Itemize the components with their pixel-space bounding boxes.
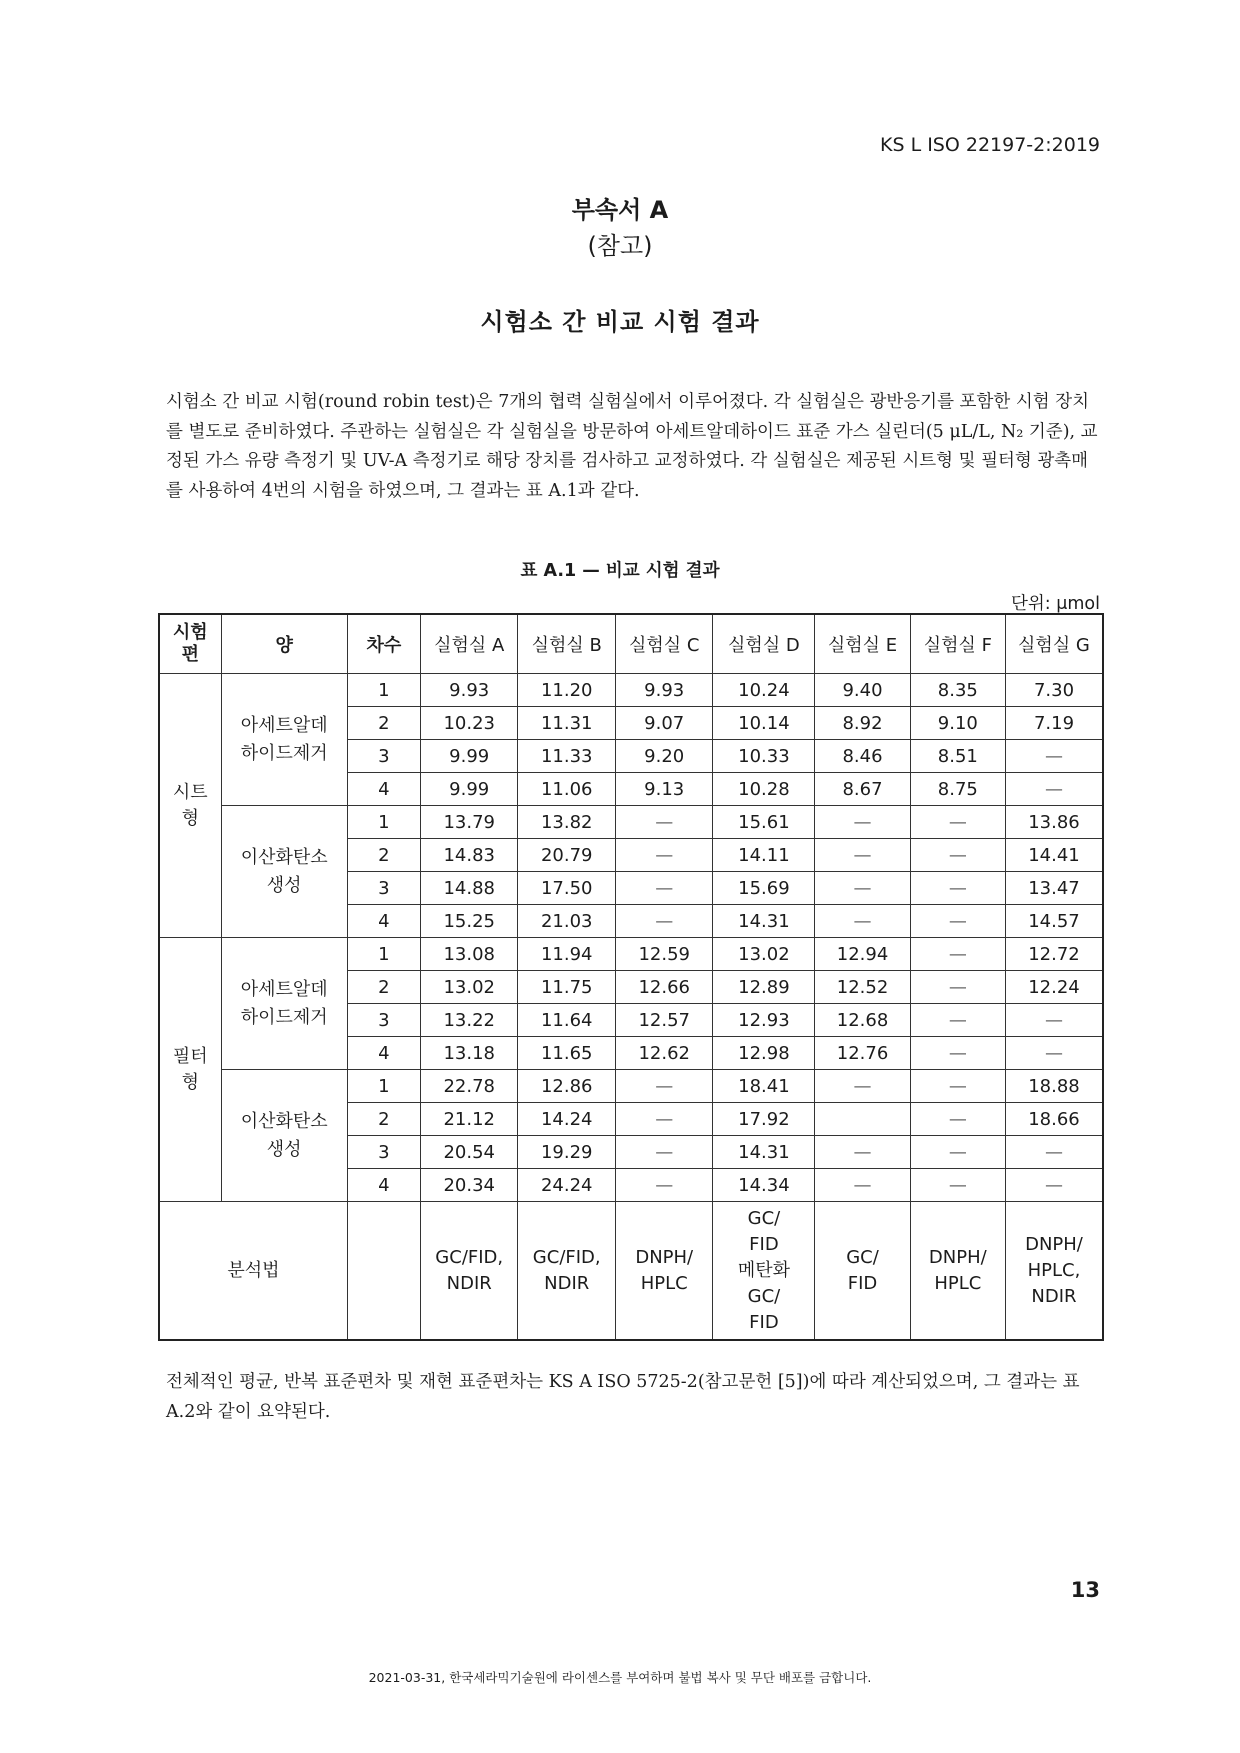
value-cell: 11.65 [518, 1037, 616, 1070]
value-cell: 15.69 [713, 872, 815, 905]
round-cell: 3 [347, 740, 420, 773]
value-cell: 12.76 [815, 1037, 910, 1070]
method-value-line: HPLC [640, 1272, 688, 1294]
value-cell: 11.33 [518, 740, 616, 773]
value-cell: 12.94 [815, 938, 910, 971]
method-value-line: FID [749, 1311, 779, 1333]
value-cell: — [815, 872, 910, 905]
quantity-cell: 이산화탄소생성 [221, 806, 347, 938]
value-cell: 11.06 [518, 773, 616, 806]
value-cell: 14.31 [713, 905, 815, 938]
value-cell: — [615, 872, 713, 905]
value-cell: 14.34 [713, 1169, 815, 1202]
value-cell: — [910, 1136, 1005, 1169]
header-lab-c: 실험실 C [615, 614, 713, 674]
round-cell: 2 [347, 971, 420, 1004]
method-value-line: NDIR [1031, 1285, 1077, 1307]
page-title: 시험소 간 비교 시험 결과 [480, 308, 760, 336]
value-cell: 9.20 [615, 740, 713, 773]
table-row [159, 1070, 1103, 1103]
value-cell: 11.20 [518, 674, 616, 707]
round-cell: 1 [347, 674, 420, 707]
value-cell: 12.59 [615, 938, 713, 971]
value-cell: 13.08 [420, 938, 518, 971]
value-cell: — [910, 1037, 1005, 1070]
value-cell: 14.88 [420, 872, 518, 905]
method-value-line: FID [847, 1272, 878, 1294]
value-cell: 9.13 [615, 773, 713, 806]
round-cell: 4 [347, 773, 420, 806]
method-value-line: DNPH/ [1025, 1233, 1083, 1255]
header-lab-e: 실험실 E [815, 614, 910, 674]
value-cell: 14.24 [518, 1103, 616, 1136]
method-value-cell [713, 1202, 815, 1341]
method-label: 분석법 [159, 1202, 347, 1341]
value-cell: 11.94 [518, 938, 616, 971]
value-cell: 8.92 [815, 707, 910, 740]
value-cell: — [910, 1004, 1005, 1037]
round-cell: 3 [347, 1004, 420, 1037]
value-cell: 13.18 [420, 1037, 518, 1070]
value-cell: 10.24 [713, 674, 815, 707]
value-cell: — [910, 872, 1005, 905]
round-cell: 1 [347, 938, 420, 971]
value-cell: 20.79 [518, 839, 616, 872]
value-cell: 13.47 [1005, 872, 1103, 905]
value-cell: 12.62 [615, 1037, 713, 1070]
method-value-line: GC/ [747, 1285, 781, 1307]
value-cell: 11.31 [518, 707, 616, 740]
table-unit: 단위: μmol [1010, 594, 1100, 614]
value-cell: — [815, 1169, 910, 1202]
value-cell: — [910, 1070, 1005, 1103]
value-cell: — [1005, 1136, 1103, 1169]
method-value-cell [1005, 1202, 1103, 1341]
header-lab-g: 실험실 G [1005, 614, 1103, 674]
value-cell: 15.25 [420, 905, 518, 938]
footer-notice: 2021-03-31, 한국세라믹기술원에 라이센스를 부여하며 불법 복사 및 무단 배포를 금합니다. [368, 1670, 872, 1685]
method-value-line: NDIR [446, 1272, 492, 1294]
value-cell: — [1005, 1004, 1103, 1037]
method-value-line: GC/FID, [435, 1246, 504, 1268]
value-cell: 8.51 [910, 740, 1005, 773]
value-cell: 18.41 [713, 1070, 815, 1103]
table-row [159, 674, 1103, 707]
value-cell: — [615, 806, 713, 839]
method-value-line: GC/ [846, 1246, 879, 1268]
annex-type: (참고) [587, 232, 653, 260]
value-cell: — [615, 1169, 713, 1202]
method-round-empty [347, 1202, 420, 1341]
value-cell: 12.66 [615, 971, 713, 1004]
method-value-line: DNPH/ [635, 1246, 694, 1268]
value-cell: 13.79 [420, 806, 518, 839]
page-number: 13 [1070, 1578, 1100, 1602]
value-cell: 12.93 [713, 1004, 815, 1037]
value-cell: 7.19 [1005, 707, 1103, 740]
value-cell: — [1005, 1037, 1103, 1070]
value-cell: — [910, 806, 1005, 839]
quantity-cell: 이산화탄소생성 [221, 1070, 347, 1202]
round-cell: 3 [347, 872, 420, 905]
value-cell: 7.30 [1005, 674, 1103, 707]
value-cell: 21.12 [420, 1103, 518, 1136]
value-cell: 20.34 [420, 1169, 518, 1202]
method-value-line: NDIR [544, 1272, 590, 1294]
round-cell: 4 [347, 905, 420, 938]
value-cell: 12.98 [713, 1037, 815, 1070]
value-cell: — [815, 839, 910, 872]
value-cell: — [615, 839, 713, 872]
value-cell: — [1005, 773, 1103, 806]
value-cell: 18.88 [1005, 1070, 1103, 1103]
round-cell: 4 [347, 1169, 420, 1202]
header-lab-d: 실험실 D [713, 614, 815, 674]
value-cell: — [615, 905, 713, 938]
method-row [159, 1202, 1103, 1341]
value-cell: — [910, 971, 1005, 1004]
value-cell: 13.02 [713, 938, 815, 971]
value-cell: 14.31 [713, 1136, 815, 1169]
value-cell: — [1005, 1169, 1103, 1202]
value-cell: 9.93 [420, 674, 518, 707]
value-cell: — [615, 1070, 713, 1103]
value-cell: — [910, 1103, 1005, 1136]
header-specimen: 시험편 [159, 614, 221, 674]
value-cell: 22.78 [420, 1070, 518, 1103]
value-cell: 9.99 [420, 740, 518, 773]
value-cell: 9.99 [420, 773, 518, 806]
annex-title: 부속서 A [571, 196, 669, 224]
header-lab-b: 실험실 B [518, 614, 616, 674]
standard-code: KS L ISO 22197-2:2019 [880, 134, 1100, 156]
round-cell: 3 [347, 1136, 420, 1169]
value-cell: 8.75 [910, 773, 1005, 806]
value-cell: 12.89 [713, 971, 815, 1004]
method-value-line: FID [749, 1233, 779, 1255]
method-value-line: GC/FID, [532, 1246, 601, 1268]
method-value-line: 메탄화 [737, 1259, 791, 1281]
method-value-line: DNPH/ [928, 1246, 987, 1268]
value-cell: — [615, 1103, 713, 1136]
value-cell: — [910, 1169, 1005, 1202]
quantity-cell: 아세트알데하이드제거 [221, 674, 347, 806]
round-cell: 4 [347, 1037, 420, 1070]
specimen-cell: 시트형 [159, 674, 221, 938]
method-value-cell [420, 1202, 518, 1341]
value-cell: — [815, 1136, 910, 1169]
value-cell: 14.11 [713, 839, 815, 872]
value-cell: 12.57 [615, 1004, 713, 1037]
value-cell: 13.82 [518, 806, 616, 839]
value-cell: 24.24 [518, 1169, 616, 1202]
results-table [158, 613, 1104, 1341]
value-cell: 10.33 [713, 740, 815, 773]
round-cell: 1 [347, 1070, 420, 1103]
table-header-row [159, 614, 1103, 674]
value-cell: 12.24 [1005, 971, 1103, 1004]
value-cell: 13.22 [420, 1004, 518, 1037]
value-cell: — [910, 905, 1005, 938]
outro-paragraph: 전체적인 평균, 반복 표준편차 및 재현 표준편차는 KS A ISO 5725-2(참고문헌 [5])에 따라 계산되었으며, 그 결과는 표 A.2와 같이 요약된다. [166, 1372, 1080, 1422]
value-cell: 17.50 [518, 872, 616, 905]
value-cell: 10.28 [713, 773, 815, 806]
value-cell: 19.29 [518, 1136, 616, 1169]
intro-paragraph: 시험소 간 비교 시험(round robin test)은 7개의 협력 실험실에서 이루어졌다. 각 실험실은 광반응기를 포함한 시험 장치를 별도로 준비하였다. 주관하는 실험실은 각 실험실을 방문하여 아세트알데하이드 표준 가스 실린더(5 μL/L, N₂ 기준), 교정된 가스 유량 측정기 및 UV-A 측정기로 해당 장치를 검사하고 교정하였다. 각 실험실은 제공된 시트형 및 필터형 광촉매를 사용하여 4번의 시험을 하였으며, 그 결과는 표 A.1과 같다. [166, 392, 1098, 501]
round-cell: 2 [347, 707, 420, 740]
value-cell: 10.14 [713, 707, 815, 740]
table-row [159, 806, 1103, 839]
method-value-line: HPLC [934, 1272, 982, 1294]
header-lab-f: 실험실 F [910, 614, 1005, 674]
header-quantity: 양 [221, 614, 347, 674]
value-cell: 12.72 [1005, 938, 1103, 971]
value-cell [815, 1103, 910, 1136]
value-cell: 12.52 [815, 971, 910, 1004]
table-row [159, 938, 1103, 971]
value-cell: 12.68 [815, 1004, 910, 1037]
method-value-cell [815, 1202, 910, 1341]
round-cell: 2 [347, 839, 420, 872]
value-cell: 9.93 [615, 674, 713, 707]
value-cell: 17.92 [713, 1103, 815, 1136]
value-cell: — [910, 938, 1005, 971]
value-cell: 8.46 [815, 740, 910, 773]
round-cell: 2 [347, 1103, 420, 1136]
method-value-line: GC/ [747, 1207, 781, 1229]
value-cell: — [1005, 740, 1103, 773]
value-cell: — [815, 1070, 910, 1103]
value-cell: 9.10 [910, 707, 1005, 740]
table-title: 표 A.1 — 비교 시험 결과 [520, 561, 720, 581]
value-cell: 14.57 [1005, 905, 1103, 938]
method-value-cell [910, 1202, 1005, 1341]
value-cell: 21.03 [518, 905, 616, 938]
header-round: 차수 [347, 614, 420, 674]
value-cell: 13.86 [1005, 806, 1103, 839]
value-cell: 14.83 [420, 839, 518, 872]
value-cell: 9.07 [615, 707, 713, 740]
value-cell: 9.40 [815, 674, 910, 707]
value-cell: 13.02 [420, 971, 518, 1004]
header-lab-a: 실험실 A [420, 614, 518, 674]
method-value-cell [615, 1202, 713, 1341]
value-cell: 8.35 [910, 674, 1005, 707]
value-cell: 10.23 [420, 707, 518, 740]
specimen-cell: 필터형 [159, 938, 221, 1202]
value-cell: 18.66 [1005, 1103, 1103, 1136]
value-cell: — [815, 905, 910, 938]
method-value-line: HPLC, [1027, 1259, 1081, 1281]
method-value-cell [518, 1202, 616, 1341]
value-cell: 11.75 [518, 971, 616, 1004]
value-cell: — [910, 839, 1005, 872]
value-cell: — [615, 1136, 713, 1169]
round-cell: 1 [347, 806, 420, 839]
value-cell: 12.86 [518, 1070, 616, 1103]
value-cell: 8.67 [815, 773, 910, 806]
value-cell: — [815, 806, 910, 839]
value-cell: 20.54 [420, 1136, 518, 1169]
value-cell: 14.41 [1005, 839, 1103, 872]
value-cell: 11.64 [518, 1004, 616, 1037]
value-cell: 15.61 [713, 806, 815, 839]
quantity-cell: 아세트알데하이드제거 [221, 938, 347, 1070]
